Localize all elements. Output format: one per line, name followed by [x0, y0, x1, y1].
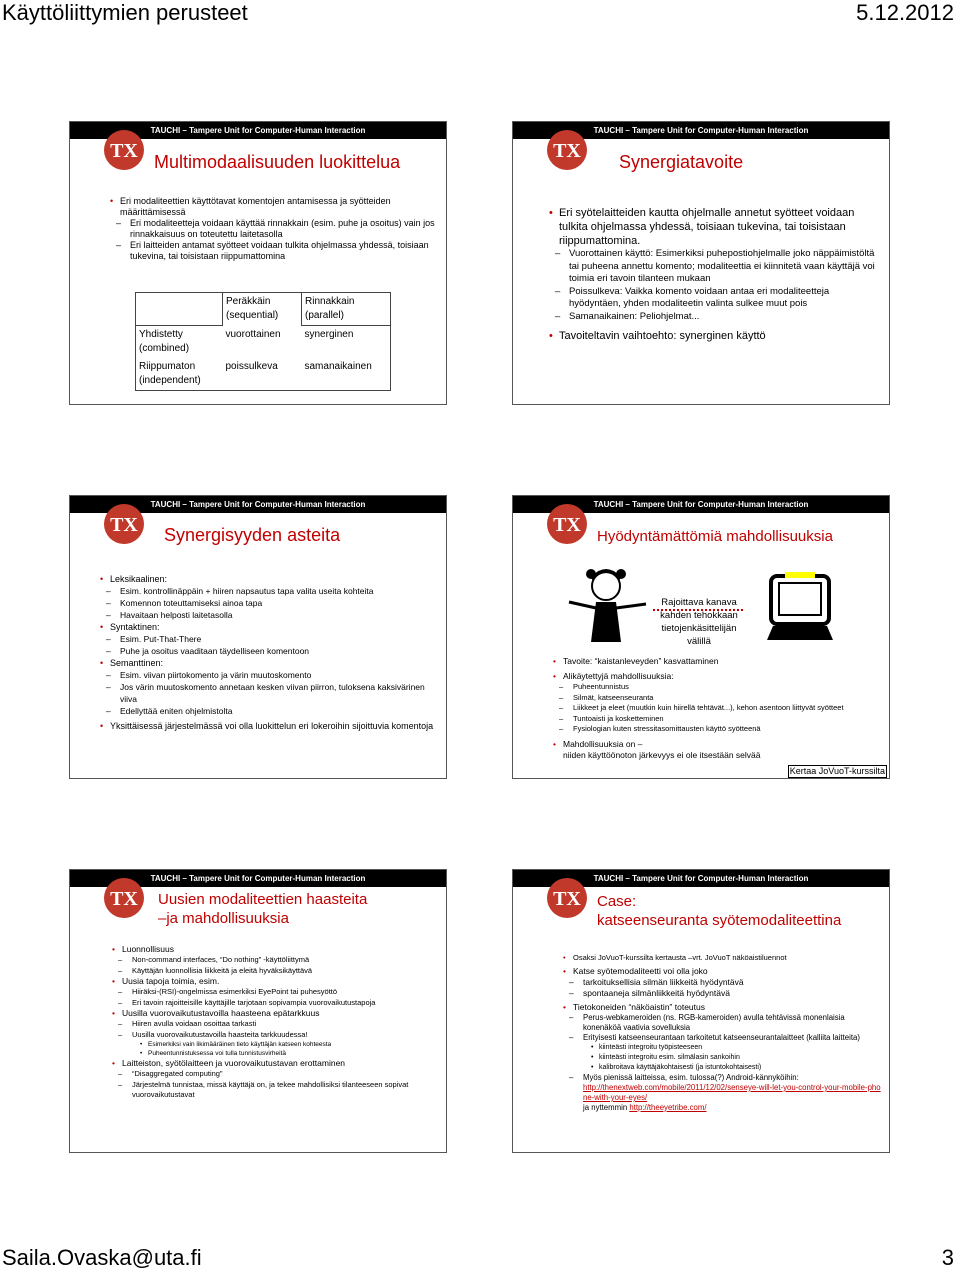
slide-3 [69, 495, 447, 779]
page-header-date: 5.12.2012 [856, 0, 954, 25]
sub-sub-bullet: • Esimerkiksi vain likimääräinen tieto käyttäjän katseen kohteesta [112, 1040, 438, 1049]
bullet: • Osaksi JoVuoT-kurssilta kertausta –vrt. JoVuoT näköaistiluennot [563, 952, 881, 963]
table-cell: samanaikainen [304, 361, 372, 372]
sub-bullet: – Uusilla vuorovaikutustavoilla haasteita tarkkuudessa! [112, 1030, 438, 1041]
svg-text:TX: TX [553, 514, 581, 536]
sub-sub-bullet: • kiinteästi integroitu esim. silmälasin sankoihin [563, 1053, 881, 1063]
sub-sub-bullet: • kiinteästi integroitu työpisteeseen [563, 1043, 881, 1053]
bullet: • Tavoiteltavin vaihtoehto: synerginen käyttö [549, 329, 881, 343]
page-footer-email: Saila.Ovaska@uta.fi [2, 1245, 202, 1270]
slide-6 [512, 869, 890, 1153]
bullet: • Eri syötelaitteiden kautta ohjelmalle annetut syötteet voidaan tulkita ohjelmassa yhdessä, toisiaan tukevina, tai toisistaan riippumattomina. [549, 206, 881, 248]
bullet: • Syntaktinen: [100, 621, 438, 633]
sub-bullet: – Komennon toteuttamiseksi ainoa tapa [100, 597, 438, 609]
sub-bullet: – Esim. viivan piirtokomento ja värin muutoskomento [100, 669, 438, 681]
sub-bullet-text: ja nyttemmin [583, 1103, 628, 1112]
table-cell: vuorottainen [225, 328, 281, 340]
sub-bullet: – Silmät, katseenseuranta [553, 693, 881, 704]
table-header: Rinnakkain (parallel) [302, 293, 391, 326]
tauchi-logo-icon [100, 872, 148, 920]
sub-bullet: – Esim. Put-That-There [100, 633, 438, 645]
sub-bullet: – Eri laitteiden antamat syötteet voidaan tulkita ohjelmassa yhdessä, toisiaan tukevina, tai toisistaan riippumattomina [110, 240, 438, 262]
unit-bar: TAUCHI – Tampere Unit for Computer-Human Interaction [513, 870, 889, 887]
tauchi-logo-icon [100, 124, 148, 172]
sub-bullet: – Puheentunnistus [553, 682, 881, 693]
slide-title: Synergisyyden asteita [164, 525, 341, 545]
table-row-header: Riippumaton (independent) [139, 361, 201, 386]
sub-bullet: – Esim. kontrollinäppäin + hiiren napsautus tapa valita useita kohteita [100, 585, 438, 597]
sub-bullet: – Samanaikainen: Peliohjelmat... [549, 311, 881, 324]
tauchi-logo-icon [543, 124, 591, 172]
slide-title-line: –ja mahdollisuuksia [158, 910, 289, 927]
bullet: • Laitteiston, syötölaitteen ja vuorovaikutustavan erottaminen [112, 1058, 438, 1069]
sub-bullet: – Vuorottainen käyttö: Esimerkiksi puhepostiohjelmalle joko näppäimistöltä tai puheena annettu komento; modaliteettia ei kiinnitetä vaan käyttäjä voi toimia eri tavoin tilanteen mukaan [549, 248, 881, 286]
unit-bar: TAUCHI – Tampere Unit for Computer-Human Interaction [70, 122, 446, 139]
sub-bullet: – Perus-webkameroiden (ns. RGB-kameroiden) avulla tehtävissä monenlaisia konenäköä vaativia sovelluksia [563, 1013, 881, 1033]
slide-5 [69, 869, 447, 1153]
bullet: • Yksittäisessä järjestelmässä voi olla luokittelun eri lokeroihin sijoittuvia komentoja [100, 720, 438, 732]
slide-title: Synergiatavoite [619, 152, 744, 172]
eyetribe-link[interactable]: http://theeyetribe.com/ [629, 1103, 707, 1112]
slide-title [597, 892, 841, 930]
sub-bullet: – Hiiräksi-(RSI)-ongelmissa esimerkiksi EyePoint tai puhesyöttö [112, 987, 438, 998]
sub-bullet: – Havaitaan helposti laitetasolla [100, 609, 438, 621]
sub-bullet: – “Disaggregated computing” [112, 1069, 438, 1080]
computer-illustration [765, 570, 835, 646]
slide-4 [512, 495, 890, 779]
sub-bullet: – Järjestelmä tunnistaa, missä käyttäjä on, ja tekee mahdollisiksi tilanteeseen sopivat vuorovaikutustavat [112, 1080, 438, 1101]
bullet-continuation: niiden käyttöönoton järkevyys ei ole itsestään selvää [563, 749, 761, 760]
sub-bullet: – Poissulkeva: Vaikka komento voidaan antaa eri modaliteetteja hyödyntäen, yhden modaliteetin valinta sulkee muut pois [549, 286, 881, 311]
page-number: 3 [941, 1245, 954, 1270]
sub-bullet: – Fysiologian kuten stressitasomittausten käyttö syötteenä [553, 724, 881, 735]
bullet: • Uusia tapoja toimia, esim. [112, 976, 438, 987]
table-header: Peräkkäin (sequential) [226, 296, 279, 321]
senseye-link[interactable]: http://thenextweb.com/mobile/2011/12/02/senseye-will-let-you-control-your-mobile-phone-with-your-eyes/ [583, 1083, 881, 1102]
sub-bullet: – Liikkeet ja eleet (muutkin kuin hiirellä tehtävät...), kehon asentoon liittyvät syötteet [553, 703, 881, 714]
sub-bullet: – spontaaneja silmänliikkeitä hyödyntävä [563, 988, 881, 999]
sub-bullet: – tarkoituksellisia silmän liikkeitä hyödyntävä [563, 977, 881, 988]
slide-title: Multimodaalisuuden luokittelua [154, 152, 401, 172]
unit-bar: TAUCHI – Tampere Unit for Computer-Human Interaction [70, 496, 446, 513]
sub-bullet: – Hiiren avulla voidaan osoittaa tarkasti [112, 1019, 438, 1030]
sub-bullet: – Eri tavoin rajoitteisille käyttäjille tarjotaan sopivampia vuorovaikutustapoja [112, 998, 438, 1009]
bullet: • Luonnollisuus [112, 944, 438, 955]
sub-bullet [563, 1073, 881, 1113]
illustration-caption: Rajoittava kanava kahden tehokkaan tietojenkäsittelijän välillä [660, 597, 738, 647]
sub-bullet: – Edellyttää eniten ohjelmistolta [100, 705, 438, 717]
sub-bullet: – Erityisesti katseenseurantaan tarkoitetut katseenseurantalaitteet (kalliita laitteita) [563, 1033, 881, 1043]
bullet: • Semanttinen: [100, 657, 438, 669]
tauchi-logo-icon [543, 872, 591, 920]
tauchi-logo-icon [543, 498, 591, 546]
sub-bullet: – Tuntoaisti ja kosketteminen [553, 714, 881, 725]
sub-bullet: – Puhe ja osoitus vaaditaan täydelliseen komentoon [100, 645, 438, 657]
bullet: • Tietokoneiden “näköaistin” toteutus [563, 1002, 881, 1013]
svg-text:TX: TX [553, 140, 581, 162]
bullet: • Mahdollisuuksia on – [553, 739, 881, 750]
sub-sub-bullet: • Puheentunnistuksessa voi tulla tunnistusvirheitä [112, 1049, 438, 1058]
dotted-channel [653, 609, 743, 611]
slide-title-line: Uusien modaliteettien haasteita [158, 891, 368, 908]
slide-title: Hyödyntämättömiä mahdollisuuksia [597, 528, 833, 545]
sub-bullet-text: Myös pienissä laitteissa, esim. tulossa(?) Android-kännyköihin: [583, 1073, 799, 1082]
slide-title-line: katseenseuranta syötemodaliteettina [597, 912, 842, 929]
girl-pointing-illustration [561, 562, 651, 652]
bullet: • Leksikaalinen: [100, 573, 438, 585]
bullet: • Uusilla vuorovaikutustavoilla haasteena epätarkkuus [112, 1008, 438, 1019]
bullet: • Alikäytettyjä mahdollisuuksia: [553, 671, 881, 682]
sub-bullet: – Käyttäjän luonnollisia liikkeitä ja eleitä hyväksikäyttävä [112, 966, 438, 977]
bullet: • Eri modaliteettien käyttötavat komentojen antamisessa ja syötteiden määrittämisessä [110, 196, 438, 218]
sub-bullet: – Jos värin muutoskomento annetaan kesken viivan piirron, tuloksena kaksivärinen viiva [100, 681, 438, 705]
table-cell: poissulkeva [225, 361, 278, 372]
slide-2 [512, 121, 890, 405]
unit-bar: TAUCHI – Tampere Unit for Computer-Human Interaction [513, 496, 889, 513]
unit-bar: TAUCHI – Tampere Unit for Computer-Human Interaction [70, 870, 446, 887]
slide-title [158, 890, 367, 928]
page-header-left: Käyttöliittymien perusteet [2, 0, 248, 25]
svg-text:TX: TX [110, 514, 138, 536]
bullet: • Katse syötemodaliteetti voi olla joko [563, 966, 881, 977]
classification-table [135, 292, 391, 391]
bullet: • Tavoite: “kaistanleveyden” kasvattaminen [553, 656, 881, 667]
svg-text:TX: TX [110, 888, 138, 910]
unit-bar: TAUCHI – Tampere Unit for Computer-Human Interaction [513, 122, 889, 139]
svg-text:TX: TX [110, 140, 138, 162]
sub-bullet: – Eri modaliteetteja voidaan käyttää rinnakkain (esim. puhe ja osoitus) vain jos rinnakkaisuus on toteutettu laitetasolla [110, 218, 438, 240]
course-note: Kertaa JoVuoT-kurssilta [789, 766, 885, 776]
table-cell: synerginen [304, 329, 354, 340]
sub-bullet: – Non-command interfaces, “Do nothing” -käyttöliittymä [112, 955, 438, 966]
svg-text:TX: TX [553, 888, 581, 910]
tauchi-logo-icon [100, 498, 148, 546]
table-row-header: Yhdistetty (combined) [139, 329, 190, 354]
sub-sub-bullet: • kalibroitava käyttäjäkohtaisesti (ja istuntokohtaisesti) [563, 1063, 881, 1073]
slide-1 [69, 121, 447, 405]
slide-title-line: Case: [597, 893, 637, 910]
